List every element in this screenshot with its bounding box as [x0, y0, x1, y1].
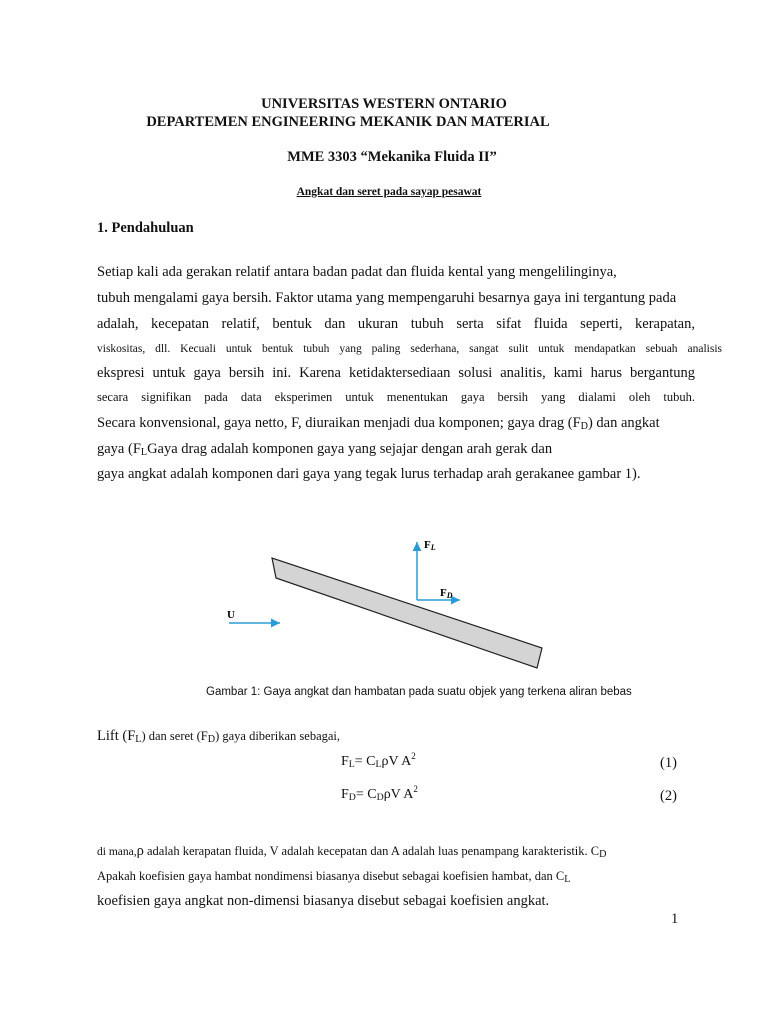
closing-line: di mana,ρ adalah kerapatan fluida, V adalah kecepatan dan A adalah luas penampang karakteristik. $C_D$ [97, 843, 607, 860]
paragraph-line: Setiap kali ada gerakan relatif antara badan padat dan fluida kental yang mengelilinginya, [97, 264, 617, 280]
document-subtitle: Angkat dan seret pada sayap pesawat [296, 186, 482, 198]
fd-label: FD [440, 587, 453, 600]
paragraph-line: ekspresi untuk gaya bersih ini. Karena ketidaktersediaan solusi analitis, kami harus bergantung [97, 365, 695, 381]
equation-1: $F_L= C_L\rho V$ $A^2$ [341, 751, 416, 770]
paragraph-line: adalah, kecepatan relatif, bentuk dan ukuran tubuh serta sifat fluida seperti, kerapatan, [97, 316, 695, 332]
section-heading: 1. Pendahuluan [97, 220, 194, 236]
paragraph-line: gaya ($F_LGaya$ drag adalah komponen gaya yang sejajar dengan arah gerak dan [97, 441, 553, 458]
u-label: U [227, 609, 235, 621]
figure-caption: Gambar 1: Gaya angkat dan hambatan pada suatu objek yang terkena aliran bebas [206, 686, 632, 698]
department-title: DEPARTEMEN ENGINEERING MEKANIK DAN MATERIAL [146, 114, 550, 130]
fl-label: FL [424, 539, 436, 552]
paragraph-line: viskositas, dll. Kecuali untuk bentuk tubuh yang paling sederhana, sangat sulit untuk mendapatkan sebuah analisis [97, 343, 722, 355]
equation-2-number: (2) [660, 788, 677, 804]
closing-line: Apakah koefisien gaya hambat nondimensi biasanya disebut sebagai koefisien hambat, dan $C_L$ [97, 869, 571, 885]
university-title: UNIVERSITAS WESTERN ONTARIO [261, 96, 507, 112]
course-title: MME 3303 “Mekanika Fluida II” [287, 149, 497, 165]
equation-intro: Lift $(F_L)$ dan seret $(F_D)$ gaya diberikan sebagai, [97, 728, 341, 745]
closing-line: koefisien gaya angkat non-dimensi biasanya disebut sebagai koefisien angkat. [97, 893, 550, 909]
page-number: 1 [671, 911, 679, 927]
equation-2: $F_D= C_D\rho V$ $A^2$ [341, 784, 418, 803]
paragraph-line: Secara konvensional, gaya netto, F, diuraikan menjadi dua komponen; gaya drag $(F_D)$ dan angkat [97, 415, 660, 432]
paragraph-line: tubuh mengalami gaya bersih. Faktor utama yang mempengaruhi besarnya gaya ini tergantung pada [97, 290, 677, 306]
equation-1-number: (1) [660, 755, 677, 771]
lift-drag-figure [0, 520, 768, 680]
inclined-plate [272, 558, 542, 668]
paragraph-line: gaya angkat adalah komponen dari gaya yang tegak lurus terhadap arah gerakanee gambar 1). [97, 466, 641, 482]
paragraph-line: secara signifikan pada data eksperimen untuk menentukan gaya bersih yang dialami oleh tubuh. [97, 390, 695, 404]
